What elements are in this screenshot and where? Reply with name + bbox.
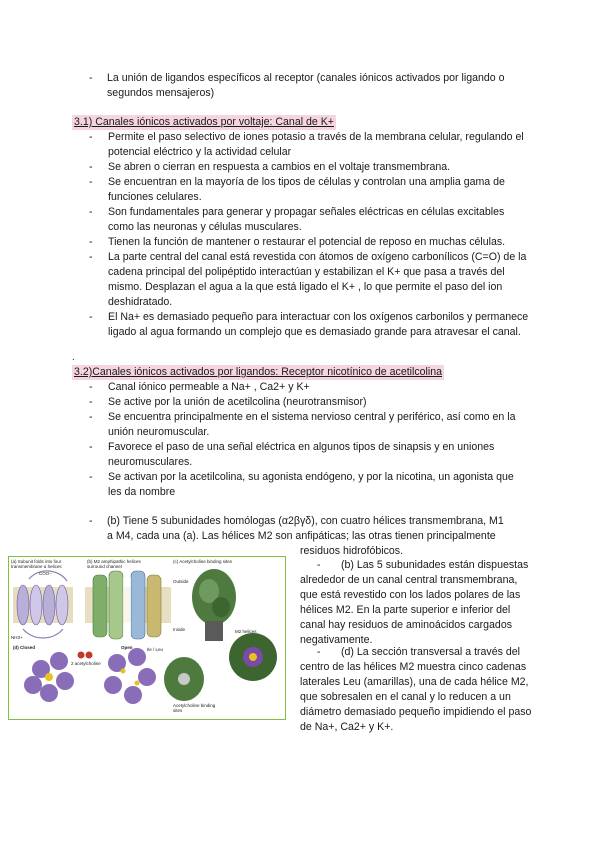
dash-marker: - [317,646,321,658]
list-item: - Se abren o cierran en respuesta a cambios en el voltaje transmembrana. [89,161,451,173]
nicotinic-receptor-figure [8,556,286,720]
intro-text: La unión de ligandos específicos al receptor (canales iónicos activados por ligando o segundos mensajeros) [107,72,505,99]
figure-label-leu: Ile / Leu [147,647,164,652]
section-heading-3-1: 3.1) Canales iónicos activados por voltaje: Canal de K+ [74,116,334,128]
figure-label-outside: Outside [173,579,189,584]
subunit-text-line1: (b) Tiene 5 subunidades homólogas (α2βγδ), con cuatro hélices transmembrana, M1 [107,515,504,527]
list-item: - Son fundamentales para generar y propagar señales eléctricas en células excitables como las neuronas y células musculares. [89,206,505,233]
panel-c-structure [192,569,277,681]
subunit-text-line2: a M4, cada una (a). Las hélices M2 son anfipáticas; las otras tienen principalmente [107,530,496,542]
figure-label-inside: Inside [173,627,186,632]
dash-marker: - [317,559,321,571]
list-item: - Tienen la función de mantener o restaurar el potencial de reposo en muchas células. [89,236,506,248]
list-item: - Permite el paso selectivo de iones potasio a través de la membrana celular, regulando el potencial eléctrico y la actividad celular [89,131,524,158]
list-item: - El Na+ es demasiado pequeño para interactuar con los oxígenos carbonilos y permanece ligado al agua formando un complejo que es demasiado grande para atravesar el canal. [89,311,529,338]
intro-list-item [89,71,529,101]
dash-marker: - [89,515,93,527]
list-item: - Canal iónico permeable a Na+ , Ca2+ y K+ [89,381,310,393]
figure-label-b: (b) M2 amphipathic helices surround channel [87,559,141,569]
section-3-2-list [89,380,529,500]
cross-section-paragraph: - (d) La sección transversal a través del centro de las hélices M2 muestra cinco cadenas laterales Leu (amarillas), una de cada hélice M2, que sobresalen en el canal y lo reducen a un diámetro demasiado pequeño impidiendo el paso de Na+, Ca2+ y K+. [300,646,532,733]
section-3-1-list [89,130,529,340]
list-item: - Se activan por la acetilcolina, su agonista endógeno, y por la nicotina, un agonista que les da nombre [89,471,514,498]
figure-label-m2: M2 helices [235,629,257,634]
section-heading-3-2: 3.2)Canales iónicos activados por ligandos: Receptor nicotínico de acetilcolina [74,366,443,378]
figure-label-open: Open [121,645,133,650]
list-item: - Favorece el paso de una señal eléctrica en algunos tipos de sinapsis y en uniones neuromusculares. [89,441,495,468]
figure-label-achbind: Acetylcholine binding sites [173,703,216,713]
figure-label-c: (c) Acetylcholine binding sites [173,559,233,564]
list-item: - Se encuentran en la mayoría de los tipos de células y controlan una amplia gama de funciones celulares. [89,176,505,203]
channel-arrangement-paragraph: - (b) Las 5 subunidades están dispuestas alrededor de un canal central transmembrana, que está revestido con los lados polares de las hélices M2. En la parte superior e inferior del canal hay residuos de aminoácidos cargados negativamente. [300,559,529,646]
figure-label-2ach: 2 acetylcholine [71,661,101,666]
subunit-list-item [89,514,539,529]
figure-label-closed: (d) Closed [13,645,35,650]
dash-marker: - [89,72,93,84]
list-item: - Se encuentra principalmente en el sistema nervioso central y periférico, así como en la unión neuromuscular. [89,411,516,438]
separator-dot: . [72,352,75,363]
list-item: - La parte central del canal está revestida con átomos de oxígeno carbonílicos (C=O) de la cadena principal del polipéptido interactúan y estabilizan el K+ que pasa a través del mismo. Desplazan el agua a la que está ligado el K+ , lo que permite el paso del ion deshidratado. [89,251,527,308]
panel-a-helices [13,571,73,638]
figure-label-nh3: NH3+ [11,635,23,640]
panel-d-cross-sections [24,648,204,704]
subunit-text-line3: residuos hidrofóbicos. [300,545,404,557]
panel-b-channel [85,571,171,639]
figure-label-a: (a) Subunit folds into four transmembrane α helices [11,559,62,569]
figure-illustration [9,557,285,719]
figure-label-coo: COO− [39,571,52,576]
list-item: - Se active por la unión de acetilcolina (neurotransmisor) [89,396,367,408]
